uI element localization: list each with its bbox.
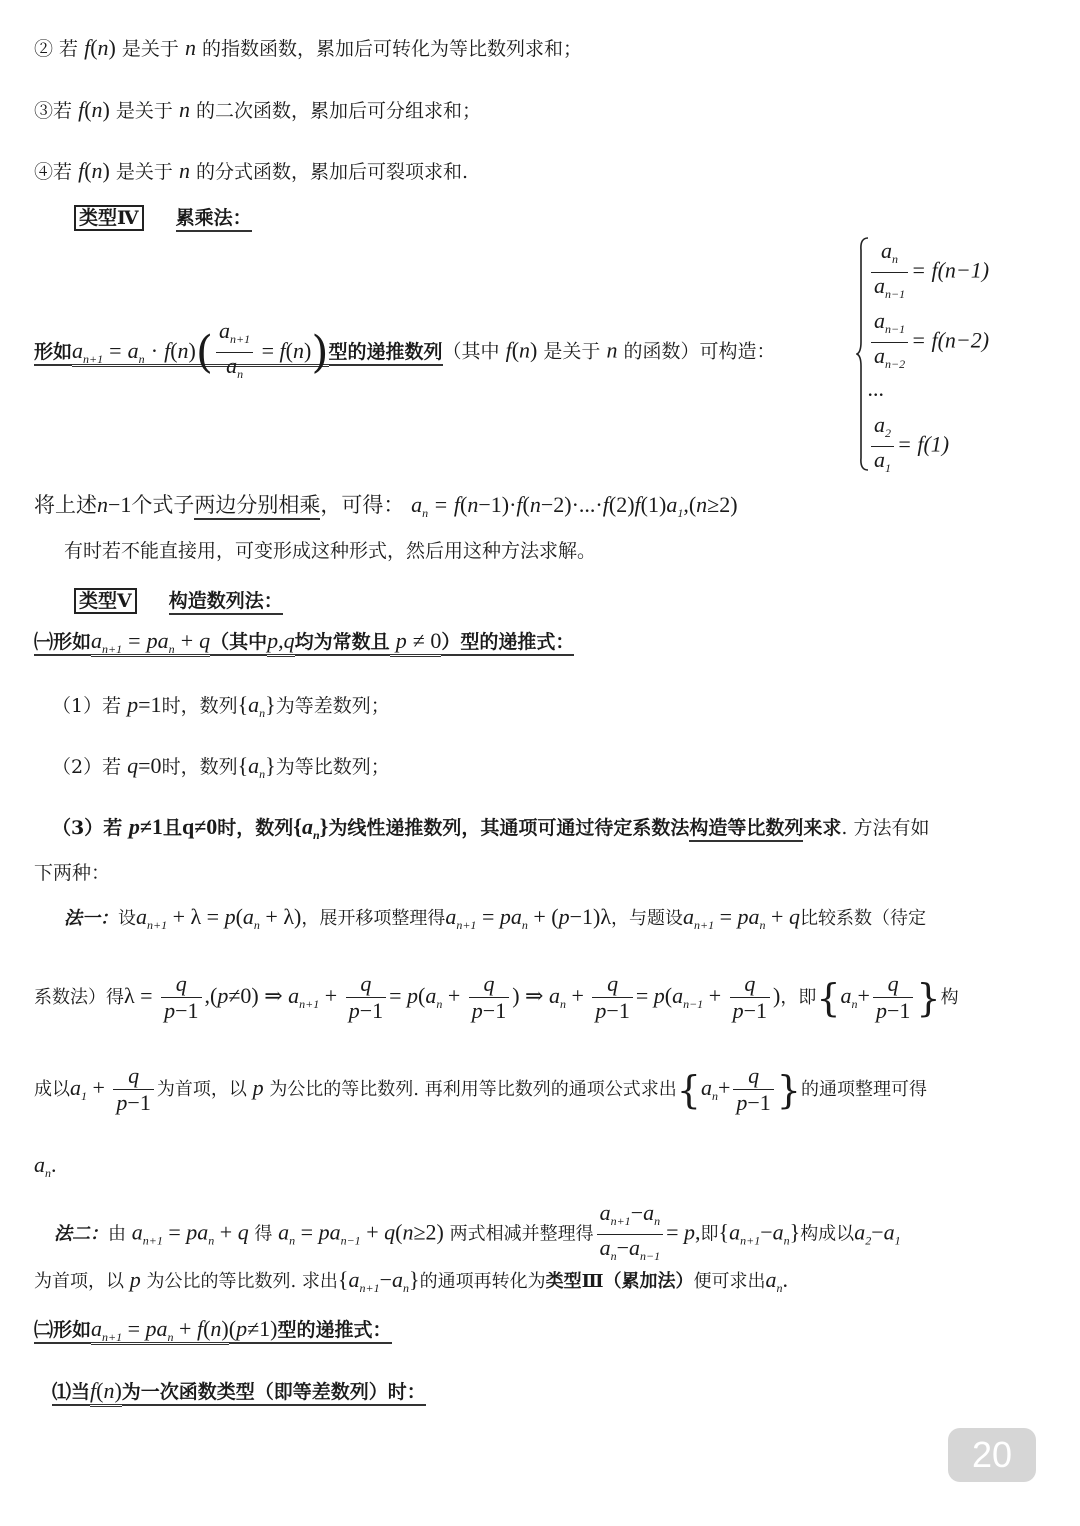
section2-heading: ㈡形如$a_{n+1} = pa_n + f(n)(p\ne 1)$型的递推式： — [34, 1316, 392, 1344]
system-row-dots: ... — [868, 376, 885, 401]
product-system — [856, 236, 1056, 475]
method1-end: $a_n$. — [34, 1152, 57, 1180]
case-2: （2）若 q=0时，数列$\{a_n\}$为等比数列； — [52, 753, 390, 781]
type4-heading: 类型Ⅳ 累乘法： — [74, 203, 252, 233]
line-exponential: ② 若 f(n) 是关于 n 的指数函数，累加后可转化为等比数列求和； — [34, 35, 583, 60]
subsection-linear: ⑴当f(n)为一次函数类型（即等差数列）时： — [52, 1376, 426, 1407]
multiply-result: 将上述n−1个式子两边分别相乘，可得： $a_n = f(n-1)\cdot f(n-2)\cdot...\cdot f(2)f(1)a_1,(n\ge 2)$ — [34, 492, 738, 520]
method2-line2: 为首项，以 p 为公比的等比数列. 求出$\{a_{n+1}-a_n\}$的通项再转化为类型Ⅲ（累加法）便可求出$a_n$. — [34, 1267, 788, 1295]
sometimes-note: 有时若不能直接用，可变形成这种形式，然后用这种方法求解。 — [64, 540, 597, 562]
line-fractional: ④若 f(n) 是关于 n 的分式函数，累加后可裂项求和. — [34, 158, 469, 183]
type4-form: 形如$a_{n+1} = a_n \cdot f(n)$( $\frac{a_{n+1}}{a_n}$ = f(n))型的递推数列（其中 f(n) 是关于 n 的函数）可构造： — [34, 318, 776, 381]
section1-heading: ㈠形如$a_{n+1} = pa_n + q$（其中p,q均为常数且 p ≠ 0）型的递推式： — [34, 628, 575, 656]
method1-line2: 系数法）得λ = $\frac{q}{p-1}$ ,(p≠0) ⇒ $a_{n+1}$ + $\frac{q}{p-1}$ = $p(a_n$ + $\frac{q}{p-1}$ ) ⇒ $a_n$ + $\frac{q}{p-1}$ = $p(a_{n-1}$ + $\frac{q}{p-1}$ )，即{$a_n+$ $\frac{q}{p-1}$ }构 — [34, 970, 959, 1023]
system-row-last: $\frac{a_2}{a_1}$ = f(1) — [868, 412, 949, 481]
case-3-cont: 下两种： — [34, 862, 111, 884]
case-3: （3）若 p≠1且q≠0时，数列$\{a_n\}$为线性递推数列，其通项可通过待定系数法构造等比数列来求. 方法有如 — [52, 814, 930, 842]
type5-heading: 类型Ⅴ 构造数列法： — [74, 586, 283, 616]
system-row-1: $\frac{a_n}{a_{n-1}}$ = f(n−1) — [868, 238, 989, 307]
page-number-badge: 20 — [948, 1428, 1036, 1482]
case-1: （1）若 p=1时，数列$\{a_n\}$为等差数列； — [52, 692, 390, 720]
system-row-2: $\frac{a_{n-1}}{a_{n-2}}$ = f(n−2) — [868, 308, 989, 377]
method1-line3: 成以$a_1$ + $\frac{q}{p-1}$ 为首项，以 p 为公比的等比数列. 再利用等比数列的通项公式求出{$a_n+$ $\frac{q}{p-1}$ }的通项整理可得 — [34, 1062, 927, 1115]
line-quadratic: ③若 f(n) 是关于 n 的二次函数，累加后可分组求和； — [34, 97, 482, 122]
method1-line1: 法一：设$a_{n+1} + \lambda = p(a_n + \lambda)$，展开移项整理得$a_{n+1} = pa_n + (p-1)\lambda$，与题设$a_{n+1} = pa_n + q$比较系数（待定 — [64, 904, 926, 932]
method2-line1: 法二：由 $a_{n+1} = pa_n + q$ 得 $a_n = pa_{n-1} + q(n\ge 2)$ 两式相减并整理得 $\frac{a_{n+1}-a_n}{a_n-a_{n-1}}$ = p,即$\{a_{n+1}-a_n\}$构成以$a_2-a_1$ — [54, 1200, 901, 1263]
